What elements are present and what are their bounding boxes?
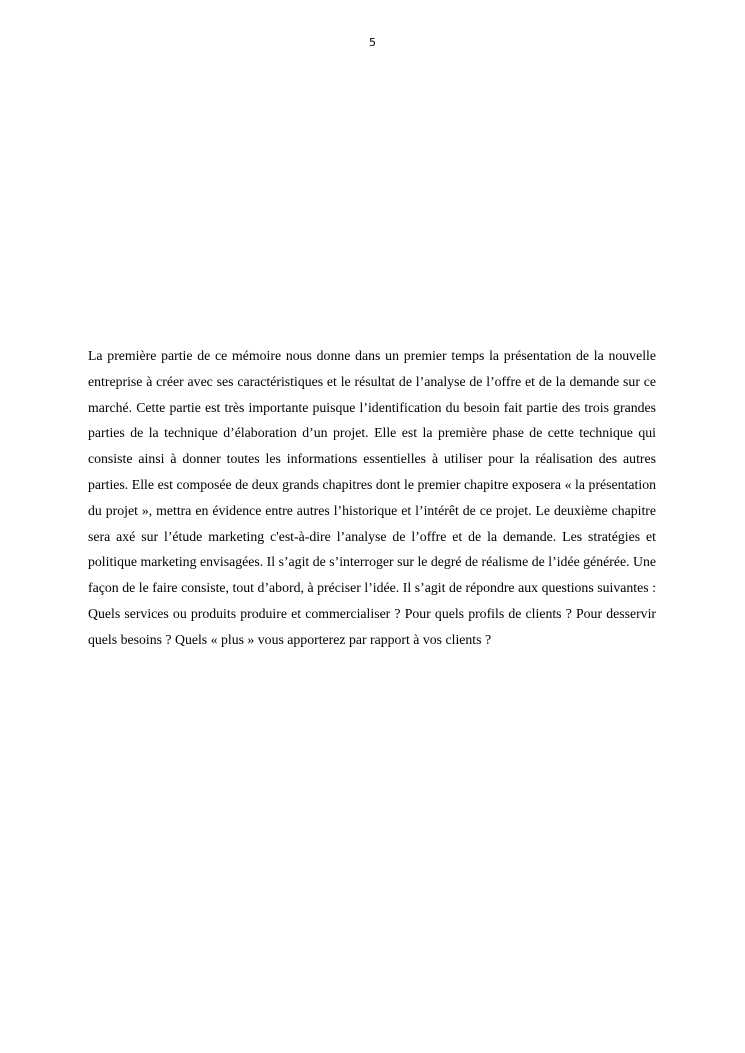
page-number: 5 bbox=[369, 36, 376, 49]
body-paragraph: La première partie de ce mémoire nous donne dans un premier temps la présentation de la nouvelle entreprise à créer avec ses caractéristiques et le résultat de l’analyse de l’offre et de la demande sur ce marché. Cette partie est très importante puisque l’identification du besoin fait partie des trois grandes parties de la technique d’élaboration d’un projet. Elle est la première phase de cette technique qui consiste ainsi à donner toutes les informations essentielles à utiliser pour la réalisation des autres parties. Elle est composée de deux grands chapitres dont le premier chapitre exposera « la présentation du projet », mettra en évidence entre autres l’historique et l’intérêt de ce projet. Le deuxième chapitre sera axé sur l’étude marketing c'est-à-dire l’analyse de l’offre et de la demande. Les stratégies et politique marketing envisagées. Il s’agit de s’interroger sur le degré de réalisme de l’idée générée. Une façon de le faire consiste, tout d’abord, à préciser l’idée. Il s’agit de répondre aux questions suivantes : Quels services ou produits produire et commercialiser ? Pour quels profils de clients ? Pour desservir quels besoins ? Quels « plus » vous apporterez par rapport à vos clients ? bbox=[88, 348, 656, 647]
